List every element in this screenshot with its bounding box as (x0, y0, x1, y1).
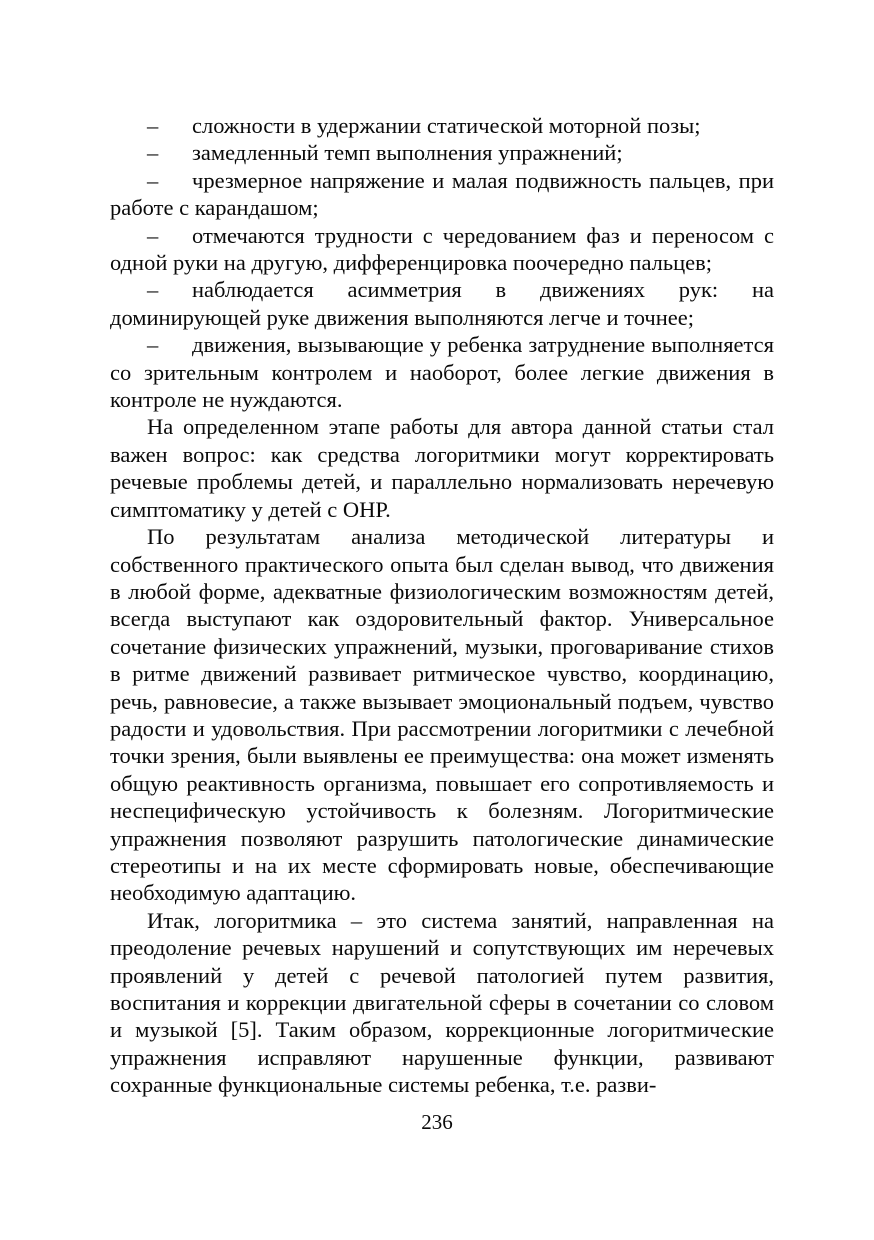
list-item (110, 331, 774, 413)
list-dash: – (147, 332, 159, 358)
paragraph: По результатам анализа методической литературы и собственного практического опыта был сделан вывод, что движения в любой форме, адекватные физиологическим возможностям детей, всегда выступают как оздоровительный фактор. Универсальное сочетание физических упражнений, музыки, проговаривание стихов в ритме движений развивает ритмическое чувство, координацию, речь, равновесие, а также вызывает эмоциональный подъем, чувство радости и удовольствия. При рассмотрении логоритмики с лечебной точки зрения, были выявлены ее преимущества: она может изменять общую реактивность организма, повышает его сопротивляемость и неспецифическую устойчивость к болезням. Логоритмические упражнения позволяют разрушить патологические динамические стереотипы и на их месте сформировать новые, обеспечивающие необходимую адаптацию. (110, 524, 774, 906)
list-item (110, 112, 774, 139)
list-dash: – (147, 277, 159, 303)
list-item-text: замедленный темп выполнения упражнений; (192, 140, 623, 166)
list-item-text: сложности в удержании статической моторной позы; (192, 113, 701, 138)
list-dash: – (147, 222, 159, 248)
list-item (110, 276, 774, 331)
list-item-text: чрезмерное напряжение и малая подвижность пальцев, при работе с карандашом; (110, 167, 774, 221)
list-item (110, 222, 774, 277)
page-number: 236 (421, 1110, 453, 1134)
list-dash: – (147, 167, 159, 193)
paragraph: Итак, логоритмика – это система занятий, направленная на преодоление речевых нарушений и сопутствующих им неречевых проявлений у детей с речевой патологией путем развития, воспитания и коррекции двигательной сферы в сочетании со словом и музыкой [5]. Таким образом, коррекционные логоритмические упражнения исправляют нарушенные функции, развивают сохранные функциональные системы ребенка, т.е. разви- (110, 907, 774, 1098)
list-item-text: наблюдается асимметрия в движениях рук: на доминирующей руке движения выполняются легче и точнее; (110, 277, 774, 330)
list-item-text: отмечаются трудности с чередованием фаз и переносом с одной руки на другую, дифференцировка поочередно пальцев; (110, 222, 774, 276)
list-item-text: движения, вызывающие у ребенка затруднение выполняется со зрительным контролем и наоборот, более легкие движения в контроле не нуждаются. (110, 332, 774, 413)
list-item (110, 167, 774, 222)
paragraph: На определенном этапе работы для автора данной статьи стал важен вопрос: как средства логоритмики могут корректировать речевые проблемы детей, и параллельно нормализовать неречевую симптоматику у детей с ОНР. (110, 414, 774, 522)
list-dash: – (147, 113, 159, 138)
text-block (110, 112, 774, 1099)
list-item (110, 139, 774, 166)
list-dash: – (147, 140, 159, 166)
